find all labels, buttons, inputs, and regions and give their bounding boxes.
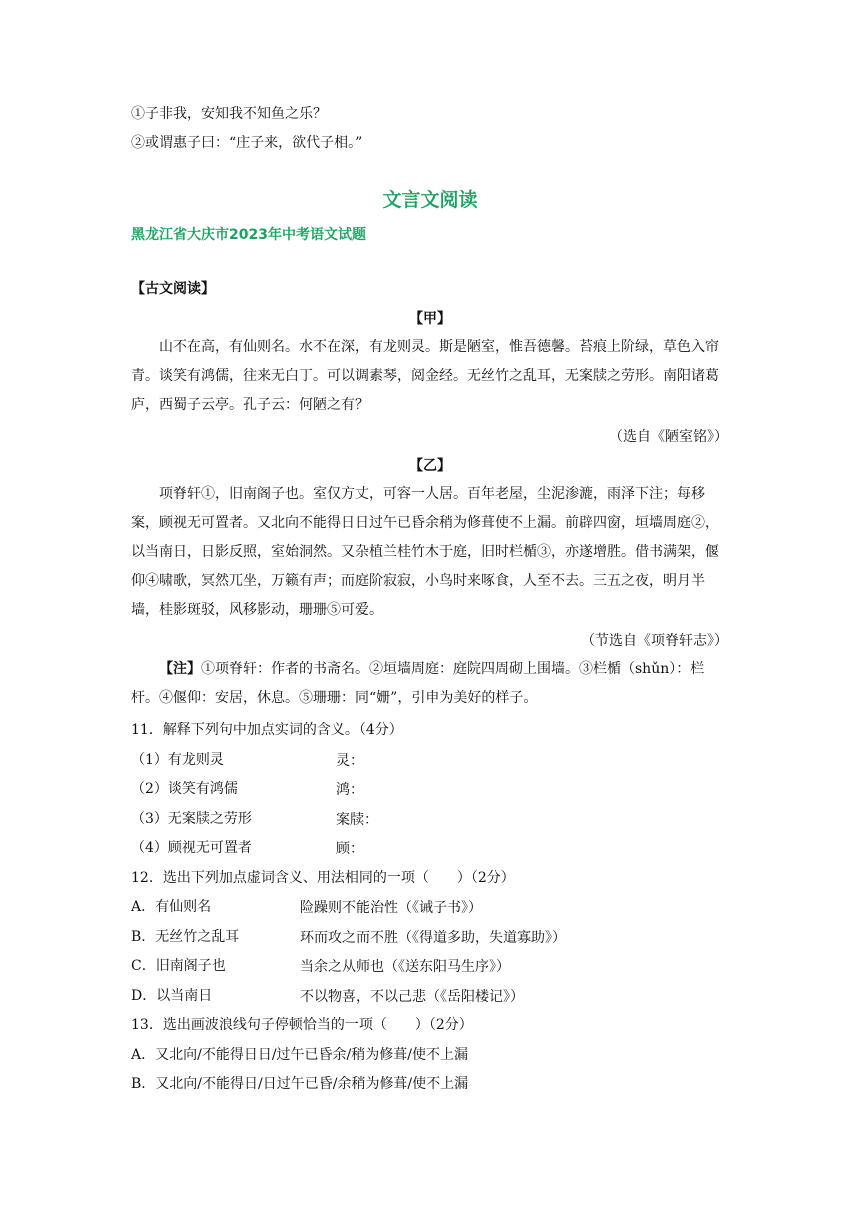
q12-option-c: C．旧南阁子也 xyxy=(131,958,226,974)
jia-source: （选自《陋室铭》） xyxy=(609,429,728,445)
q11-answer-1: 灵： xyxy=(336,753,364,769)
q11-item-1: （1）有龙则灵 xyxy=(131,752,224,768)
q11-item-3: （3）无案牍之劳形 xyxy=(131,811,252,827)
reading-label: 【古文阅读】 xyxy=(131,281,215,297)
section-title: 文言文阅读 xyxy=(382,189,478,211)
q11-answer-2: 鸿： xyxy=(336,782,364,798)
q13-option-b: B．又北向/不能得日/日过午已昏/余稍为修葺/使不上漏 xyxy=(131,1076,469,1092)
q12-option-d: D．以当南日 xyxy=(131,988,213,1004)
q12-option-d-compare: 不以物喜，不以己悲（《岳阳楼记》） xyxy=(300,989,524,1005)
q13-option-a: A．又北向/不能得日日/过午已昏余/稍为修葺/使不上漏 xyxy=(131,1047,468,1063)
q12-option-b-compare: 环而攻之而不胜（《得道多助，失道寡助》） xyxy=(300,930,566,946)
yi-label: 【乙】 xyxy=(409,458,451,474)
q12-option-b: B．无丝竹之乱耳 xyxy=(131,929,240,945)
yi-text: 项脊轩①，旧南阁子也。室仅方丈，可容一人居。百年老屋，尘泥渗漉，雨泽下注；每移案，顾视无可置者。又北向不能得日日过午已昏余稍为修葺使不上漏。前辟四窗，垣墙周庭②，以当南日，日影反照，室始洞然。又杂植兰桂竹木于庭，旧时栏楯③，亦遂增胜。借书满架，偃仰④啸歌，冥然兀坐，万籁有声；而庭阶寂寂，小鸟时来啄食，人至不去。三五之夜，明月半墙，桂影斑驳，风移影动，珊珊⑤可爱。 xyxy=(131,486,719,618)
q12-option-a: A．有仙则名 xyxy=(131,899,212,915)
note-block xyxy=(131,655,731,713)
q12-option-c-compare: 当余之从师也（《送东阳马生序》） xyxy=(300,959,510,975)
note-text: ①项脊轩：作者的书斋名。②垣墙周庭：庭院四周砌上围墙。③栏楯（shǔn）：栏杆。④偃仰：安居，休息。⑤珊珊：同“姗”，引申为美好的样子。 xyxy=(131,661,705,706)
q11-stem: 11．解释下列句中加点实词的含义。（4分） xyxy=(131,722,403,738)
jia-text: 山不在高，有仙则名。水不在深，有龙则灵。斯是陋室，惟吾德馨。苔痕上阶绿，草色入帘青。谈笑有鸿儒，往来无白丁。可以调素琴，阅金经。无丝竹之乱耳，无案牍之劳形。南阳诸葛庐，西蜀子云亭。孔子云：何陋之有？ xyxy=(131,339,719,413)
note-label: 【注】 xyxy=(159,661,201,677)
top-line-2: ②或谓惠子曰：“庄子来，欲代子相。” xyxy=(131,135,363,151)
q12-stem: 12．选出下列加点虚词含义、用法相同的一项（ ）（2分） xyxy=(131,870,515,886)
q11-answer-4: 顾： xyxy=(336,841,364,857)
top-line-1: ①子非我，安知我不知鱼之乐？ xyxy=(131,106,327,122)
q11-item-4: （4）顾视无可置者 xyxy=(131,840,252,856)
jia-label: 【甲】 xyxy=(409,311,451,327)
q12-option-a-compare: 险躁则不能治性（《诫子书》） xyxy=(300,900,482,916)
source-title: 黑龙江省大庆市2023年中考语文试题 xyxy=(131,227,366,243)
q11-item-2: （2）谈笑有鸿儒 xyxy=(131,781,238,797)
q13-stem: 13．选出画波浪线句子停顿恰当的一项（ ）（2分） xyxy=(131,1017,473,1033)
yi-source: （节选自《项脊轩志》） xyxy=(581,633,728,649)
q11-answer-3: 案牍： xyxy=(336,812,378,828)
